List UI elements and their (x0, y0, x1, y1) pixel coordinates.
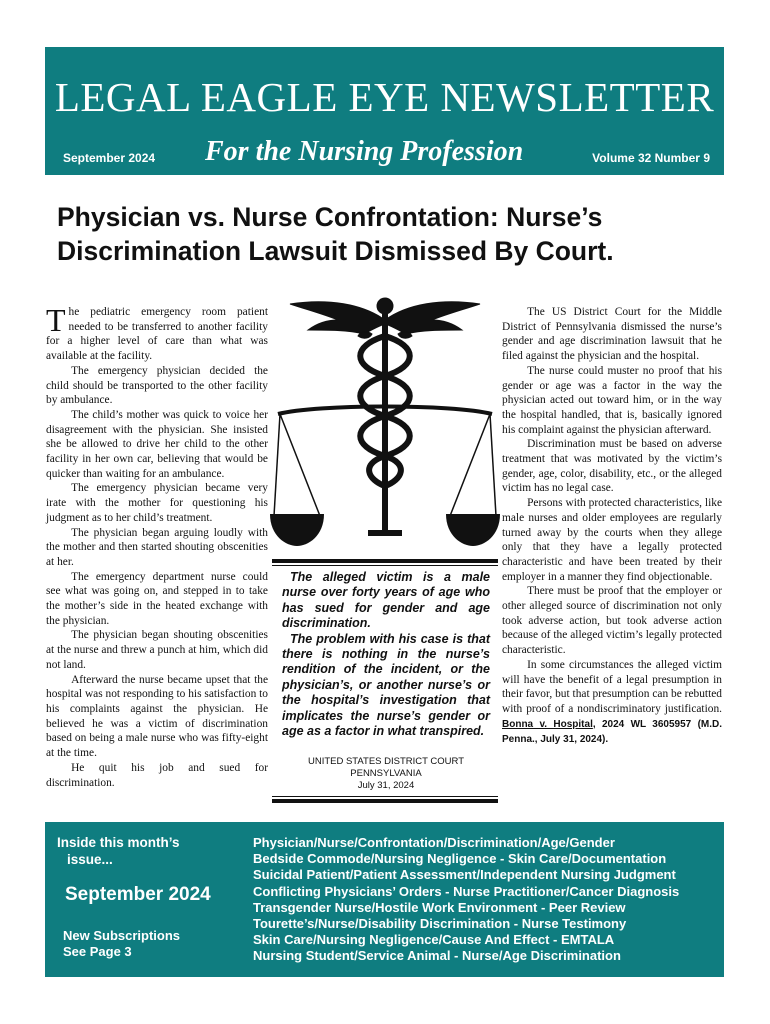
topic-item: Tourette’s/Nurse/Disability Discrimination - Nurse Testimony (253, 916, 627, 932)
topics-list (253, 835, 679, 965)
quote-paragraph: The problem with his case is that there is nothing in the nurse’s rendition of the incident, or the physician’s, or another nurse’s or the hospital’s investigation that implicates the nurse’s gender or age as a factor in what transpired. (282, 631, 490, 739)
topic-item: Transgender Nurse/Hostile Work Environment - Peer Review (253, 899, 626, 915)
masthead (45, 47, 724, 175)
citation: Bonna v. Hospital, 2024 WL 3605957 (M.D. Penna., July 31, 2024). (502, 718, 723, 746)
divider (272, 796, 498, 797)
paragraph: The child’s mother was quick to voice her disagreement with the physician. She insisted she be allowed to drive her child to the other facility in her own car, believing that would be quicker than waiting for an ambulance. (46, 408, 268, 480)
subscriptions-note: New Subscriptions See Page 3 (63, 928, 181, 959)
drop-cap: T (46, 302, 66, 338)
paragraph: The emergency department nurse could see what was going on, and stepped in to take the mother’s side in the heated exchange with the physician. (46, 570, 268, 627)
newsletter-subtitle: For the Nursing Profession (205, 136, 524, 167)
left-column (46, 302, 268, 790)
headline-line-2: Discrimination Lawsuit Dismissed By Court. (57, 236, 614, 266)
topic-item: Physician/Nurse/Confrontation/Discrimination/Age/Gender (253, 835, 615, 850)
right-column (502, 305, 722, 748)
headline-line-1: Physician vs. Nurse Confrontation: Nurse’s (57, 202, 603, 232)
source-date: July 31, 2024 (357, 780, 415, 791)
paragraph: The emergency physician decided the child should be transported to the other facility by ambulance. (46, 364, 268, 407)
topic-item: Skin Care/Nursing Negligence/Cause And Effect - EMTALA (253, 932, 615, 948)
divider (272, 799, 498, 803)
quote-source (282, 756, 490, 792)
contents-box (45, 822, 724, 977)
paragraph: The nurse could muster no proof that his gender or age was a factor in the way the physician acted out toward him, or in the way the hospital handled, that is, basically ignored his complaint against the physician afterward. (502, 364, 722, 436)
issue-date: September 2024 (63, 151, 156, 165)
topic-item: Bedside Commode/Nursing Negligence - Skin Care/Documentation (253, 851, 667, 867)
topic-item: Conflicting Physicians’ Orders - Nurse Practitioner/Cancer Diagnosis (253, 883, 680, 899)
article-headline (57, 200, 737, 268)
caduceus-scales-icon (268, 290, 502, 560)
volume-number: Volume 32 Number 9 (592, 151, 710, 165)
quote-paragraph: The alleged victim is a male nurse over forty years of age who has sued for gender and age discrimination. (282, 570, 490, 631)
paragraph: Discrimination must be based on adverse treatment that was motivated by the victim’s gender, age, color, disability, etc., or the alleged victim has no legal case. (502, 438, 722, 495)
paragraph: In some circumstances the alleged victim will have the benefit of a legal presumption in their favor, but that presumption can be rebutted with proof of a nondiscriminatory justification. Bonna v. Hospital, 2024 WL 3605957 (M.D. Penna., July 31, 2024). (502, 658, 723, 746)
inside-label: Inside this month’s issue... (57, 835, 180, 867)
paragraph: Persons with protected characteristics, like male nurses and older employees are regularly turned away by the courts when they allege only that they have a legally protected characteristic and have been treated by their employer in a manner they find objectionable. (502, 497, 722, 583)
paragraph: He quit his job and sued for discrimination. (46, 761, 268, 789)
divider (272, 559, 498, 563)
paragraph: Afterward the nurse became upset that the hospital was not responding to his satisfaction to his complaints against the physician. He believed he was a victim of discrimination based on being a male nurse who was fifty-eight at the time. (46, 673, 268, 760)
paragraph: The US District Court for the Middle District of Pennsylvania dismissed the nurse’s gender and age discrimination lawsuit that he filed against the physician and the hospital. (502, 306, 722, 363)
paragraph: The physician began shouting obscenities at the nurse and threw a punch at him, which did not land. (46, 629, 268, 671)
topic-item: Nursing Student/Service Animal - Nurse/Age Discrimination (253, 948, 621, 964)
source-state: PENNSYLVANIA (350, 768, 422, 779)
source-court: UNITED STATES DISTRICT COURT (307, 756, 465, 767)
paragraph: There must be proof that the employer or other alleged source of discrimination not only took adverse action, but took adverse action because of the alleged victim’s legally protected characteristic. (502, 585, 722, 657)
topic-item: Suicidal Patient/Patient Assessment/Independent Nursing Judgment (253, 867, 676, 883)
paragraph: The pediatric emergency room patient needed to be transferred to another facility for a higher level of care than what was available at the facility. (46, 302, 268, 363)
paragraph: The physician began arguing loudly with the mother and then started shouting obscenities at her. (46, 526, 268, 568)
newsletter-title: LEGAL EAGLE EYE NEWSLETTER (54, 74, 715, 120)
contents-date: September 2024 (65, 884, 211, 905)
pull-quote (282, 570, 490, 739)
divider (272, 565, 498, 566)
paragraph: The emergency physician became very irate with the mother for questioning his judgment as to her child’s treatment. (46, 482, 268, 524)
